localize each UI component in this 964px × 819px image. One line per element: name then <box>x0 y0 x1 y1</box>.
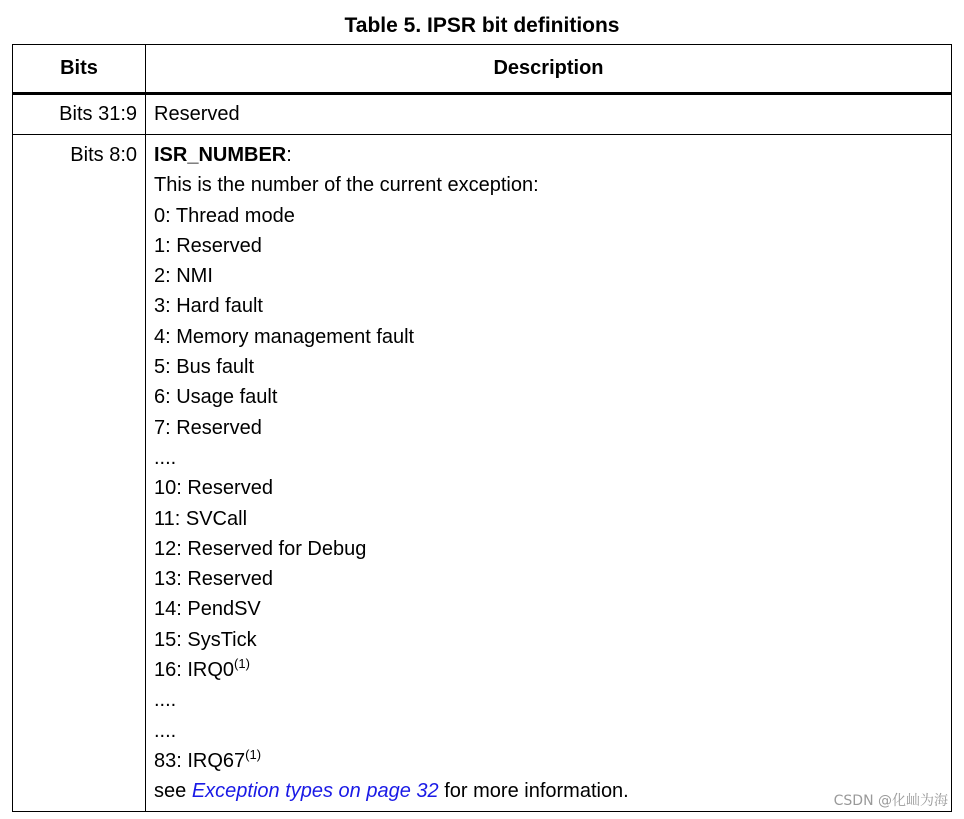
watermark: CSDN @化屾为海 <box>833 793 948 809</box>
value-item: 2: NMI <box>154 265 213 288</box>
table-row <box>13 94 952 135</box>
value-item: .... <box>154 446 177 469</box>
field-name: ISR_NUMBER <box>154 144 287 166</box>
table-row <box>13 135 952 812</box>
value-item: 13: Reserved <box>154 568 273 591</box>
value-item: 6: Usage fault <box>154 386 278 409</box>
value-item: 15: SysTick <box>154 628 257 651</box>
value-item: 0: Thread mode <box>154 204 295 227</box>
value-item: 10: Reserved <box>154 477 273 500</box>
value-item: 7: Reserved <box>154 416 262 439</box>
value-item: 11: SVCall <box>154 507 248 530</box>
value-item-irq67 <box>154 746 943 776</box>
field-intro: This is the number of the current exception: <box>154 174 539 197</box>
bits-label: Bits 8:0 <box>70 144 137 166</box>
value-item: 14: PendSV <box>154 598 261 621</box>
header-bits: Bits <box>13 45 146 94</box>
table-header-row <box>13 45 952 94</box>
value-item: 12: Reserved for Debug <box>154 537 367 560</box>
bits-cell <box>13 135 146 812</box>
irq67-text: 83: IRQ67 <box>154 749 246 772</box>
field-name-line <box>154 140 943 170</box>
value-item: 3: Hard fault <box>154 295 263 318</box>
bits-cell: Bits 31:9 <box>13 94 146 135</box>
value-item: 1: Reserved <box>154 234 262 257</box>
footnote-ref[interactable]: (1) <box>234 656 250 672</box>
footnote-ref[interactable]: (1) <box>245 746 262 762</box>
irq0-text: 16: IRQ0 <box>154 659 235 682</box>
value-ellipsis: .... <box>154 719 177 742</box>
description-cell: Reserved <box>146 94 952 135</box>
see-prefix: see <box>154 780 192 803</box>
value-item-irq0 <box>154 655 943 685</box>
table-title: Table 5. IPSR bit definitions <box>344 14 620 37</box>
description-cell <box>146 135 952 812</box>
value-ellipsis: .... <box>154 689 177 712</box>
value-item: 4: Memory management fault <box>154 325 415 348</box>
field-suffix: : <box>286 144 292 166</box>
exception-types-link[interactable]: Exception types on page 32 <box>191 780 439 803</box>
value-item: 5: Bus fault <box>154 356 255 379</box>
see-more-line <box>154 776 943 806</box>
see-suffix: for more information. <box>438 780 629 803</box>
ipsr-bit-definitions-table <box>12 44 952 812</box>
header-description: Description <box>146 45 952 94</box>
